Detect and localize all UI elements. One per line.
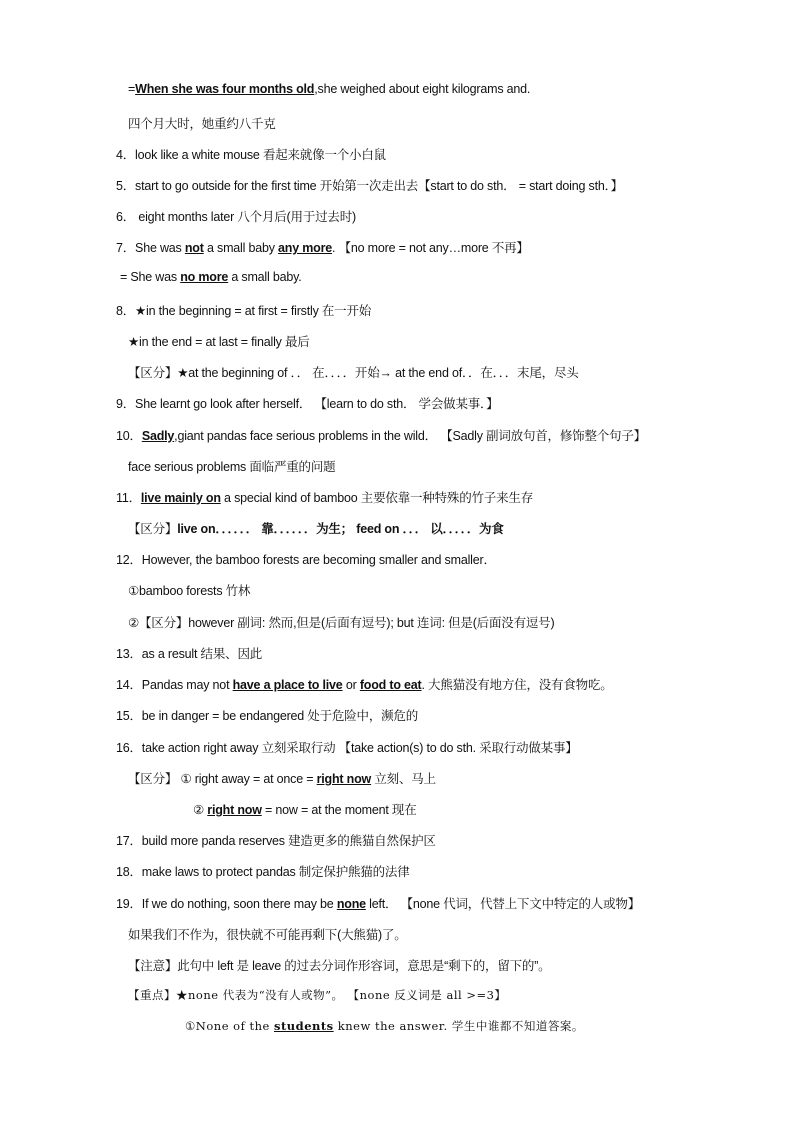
underlined-phrase: live mainly on xyxy=(140,491,221,505)
text-segment: 9．She learnt go look after herself． 【learn to do sth． 学会做某事．】 xyxy=(116,397,499,411)
text-line xyxy=(116,207,356,225)
text-segment: = She was xyxy=(120,270,181,284)
text-segment: 15．be in danger = be endangered 处于危险中，濒危的 xyxy=(116,709,419,723)
text-line xyxy=(116,426,646,444)
underlined-phrase: no more xyxy=(180,270,229,284)
text-line xyxy=(116,894,640,912)
text-segment: 7．She was xyxy=(116,241,185,255)
text-line xyxy=(116,488,533,506)
text-segment: 8．★in the beginning = at first = firstly 在一开始 xyxy=(116,304,372,318)
text-line xyxy=(193,800,417,818)
text-line xyxy=(128,925,407,943)
text-segment: 四个月大时，她重约八千克 xyxy=(128,117,276,131)
text-line xyxy=(116,176,623,194)
text-line xyxy=(116,831,436,849)
text-segment: ② xyxy=(193,803,208,817)
text-line xyxy=(116,145,386,163)
text-line xyxy=(128,769,436,787)
underlined-phrase: right now xyxy=(207,803,262,817)
text-line xyxy=(128,332,310,350)
text-line xyxy=(116,301,371,319)
text-line xyxy=(116,675,613,693)
text-line xyxy=(120,270,302,284)
text-segment: 6． eight months later 八个月后(用于过去时) xyxy=(116,210,356,224)
text-segment: 18．make laws to protect pandas 制定保护熊猫的法律 xyxy=(116,865,410,879)
underlined-phrase: food to eat xyxy=(359,678,422,692)
text-segment: 19．If we do nothing, soon there may be xyxy=(116,897,337,911)
text-segment: 11． xyxy=(116,491,141,505)
text-line xyxy=(116,644,262,662)
text-segment: = now = at the moment 现在 xyxy=(261,803,417,817)
text-segment: 13．as a result 结果、因此 xyxy=(116,647,263,661)
text-segment: 【区分】 xyxy=(128,522,178,536)
text-segment: . 大熊猫没有地方住，没有食物吃。 xyxy=(421,678,613,692)
text-segment: ①bamboo forests 竹林 xyxy=(128,584,251,598)
text-segment: 16．take action right away 立刻采取行动 【take action(s) to do sth. 采取行动做某事】 xyxy=(116,741,578,755)
text-segment: a small baby xyxy=(203,241,279,255)
text-segment: 10． xyxy=(116,429,142,443)
underlined-phrase: Sadly xyxy=(141,429,175,443)
text-line xyxy=(116,706,418,724)
text-segment: knew the answer. 学生中谁都不知道答案。 xyxy=(333,1019,584,1033)
text-segment: 【区分】 ① right away = at once = xyxy=(128,772,317,786)
text-segment: = xyxy=(128,82,136,96)
text-segment: face serious problems 面临严重的问题 xyxy=(128,460,336,474)
text-line xyxy=(116,862,410,880)
text-line xyxy=(116,550,496,568)
text-segment: or xyxy=(342,678,360,692)
text-line xyxy=(128,581,250,599)
text-segment: 14．Pandas may not xyxy=(116,678,233,692)
text-line xyxy=(116,394,498,412)
text-segment: live on．．．．．． 靠．．．．．．为生； feed on ．．． 以．．．．．为食 xyxy=(177,522,504,536)
underlined-phrase: have a place to live xyxy=(232,678,343,692)
underlined-phrase: students xyxy=(274,1019,334,1033)
underlined-phrase: right now xyxy=(316,772,372,786)
text-segment: 5．start to go outside for the first time 开始第一次走出去【start to do sth． = start doing sth．】 xyxy=(116,179,623,193)
text-line xyxy=(128,457,335,475)
text-segment: 4．look like a white mouse 看起来就像一个小白鼠 xyxy=(116,148,386,162)
text-segment: 【区分】★at the beginning of ．． 在．．．．开始→ at the end of．．在．．．末尾，尽头 xyxy=(128,366,579,380)
text-segment: 【重点】★none 代表为“没有人或物”。 【none 反义词是 all >=3】 xyxy=(128,988,507,1002)
text-segment: left． 【none 代词，代替上下文中特定的人或物】 xyxy=(365,897,640,911)
text-segment: ★in the end = at last = finally 最后 xyxy=(128,335,310,349)
underlined-phrase: none xyxy=(336,897,366,911)
text-segment: . 【no more = not any…more 不再】 xyxy=(332,241,529,255)
underlined-phrase: When she was four months old xyxy=(135,82,315,96)
text-line xyxy=(128,956,550,974)
text-segment: 【注意】此句中 left 是 leave 的过去分词作形容词，意思是“剩下的，留下的”。 xyxy=(128,959,551,973)
text-segment: 17．build more panda reserves 建造更多的熊猫自然保护区 xyxy=(116,834,436,848)
text-segment: ②【区分】however 副词: 然而,但是(后面有逗号); but 连词: 但是(后面没有逗号) xyxy=(128,616,555,630)
text-line xyxy=(128,114,276,132)
text-segment: a small baby. xyxy=(228,270,302,284)
text-line xyxy=(116,238,529,256)
text-segment: a special kind of bamboo 主要依靠一种特殊的竹子来生存 xyxy=(220,491,533,505)
text-segment: 12．However, the bamboo forests are becoming smaller and smaller． xyxy=(116,553,496,567)
underlined-phrase: not xyxy=(184,241,204,255)
text-segment: ,she weighed about eight kilograms and. xyxy=(314,82,531,96)
text-line xyxy=(128,613,554,631)
text-line xyxy=(128,519,504,537)
text-line xyxy=(185,1018,584,1034)
underlined-phrase: any more xyxy=(278,241,333,255)
text-line xyxy=(116,738,578,756)
text-segment: ①None of the xyxy=(185,1019,274,1033)
text-segment: 如果我们不作为，很快就不可能再剩下(大熊猫)了。 xyxy=(128,928,407,942)
text-segment: ,giant pandas face serious problems in the wild． 【Sadly 副词放句首，修饰整个句子】 xyxy=(174,429,646,443)
text-line xyxy=(128,82,530,96)
text-segment: 立刻、马上 xyxy=(371,772,436,786)
text-line xyxy=(128,987,506,1003)
text-line xyxy=(128,363,579,381)
